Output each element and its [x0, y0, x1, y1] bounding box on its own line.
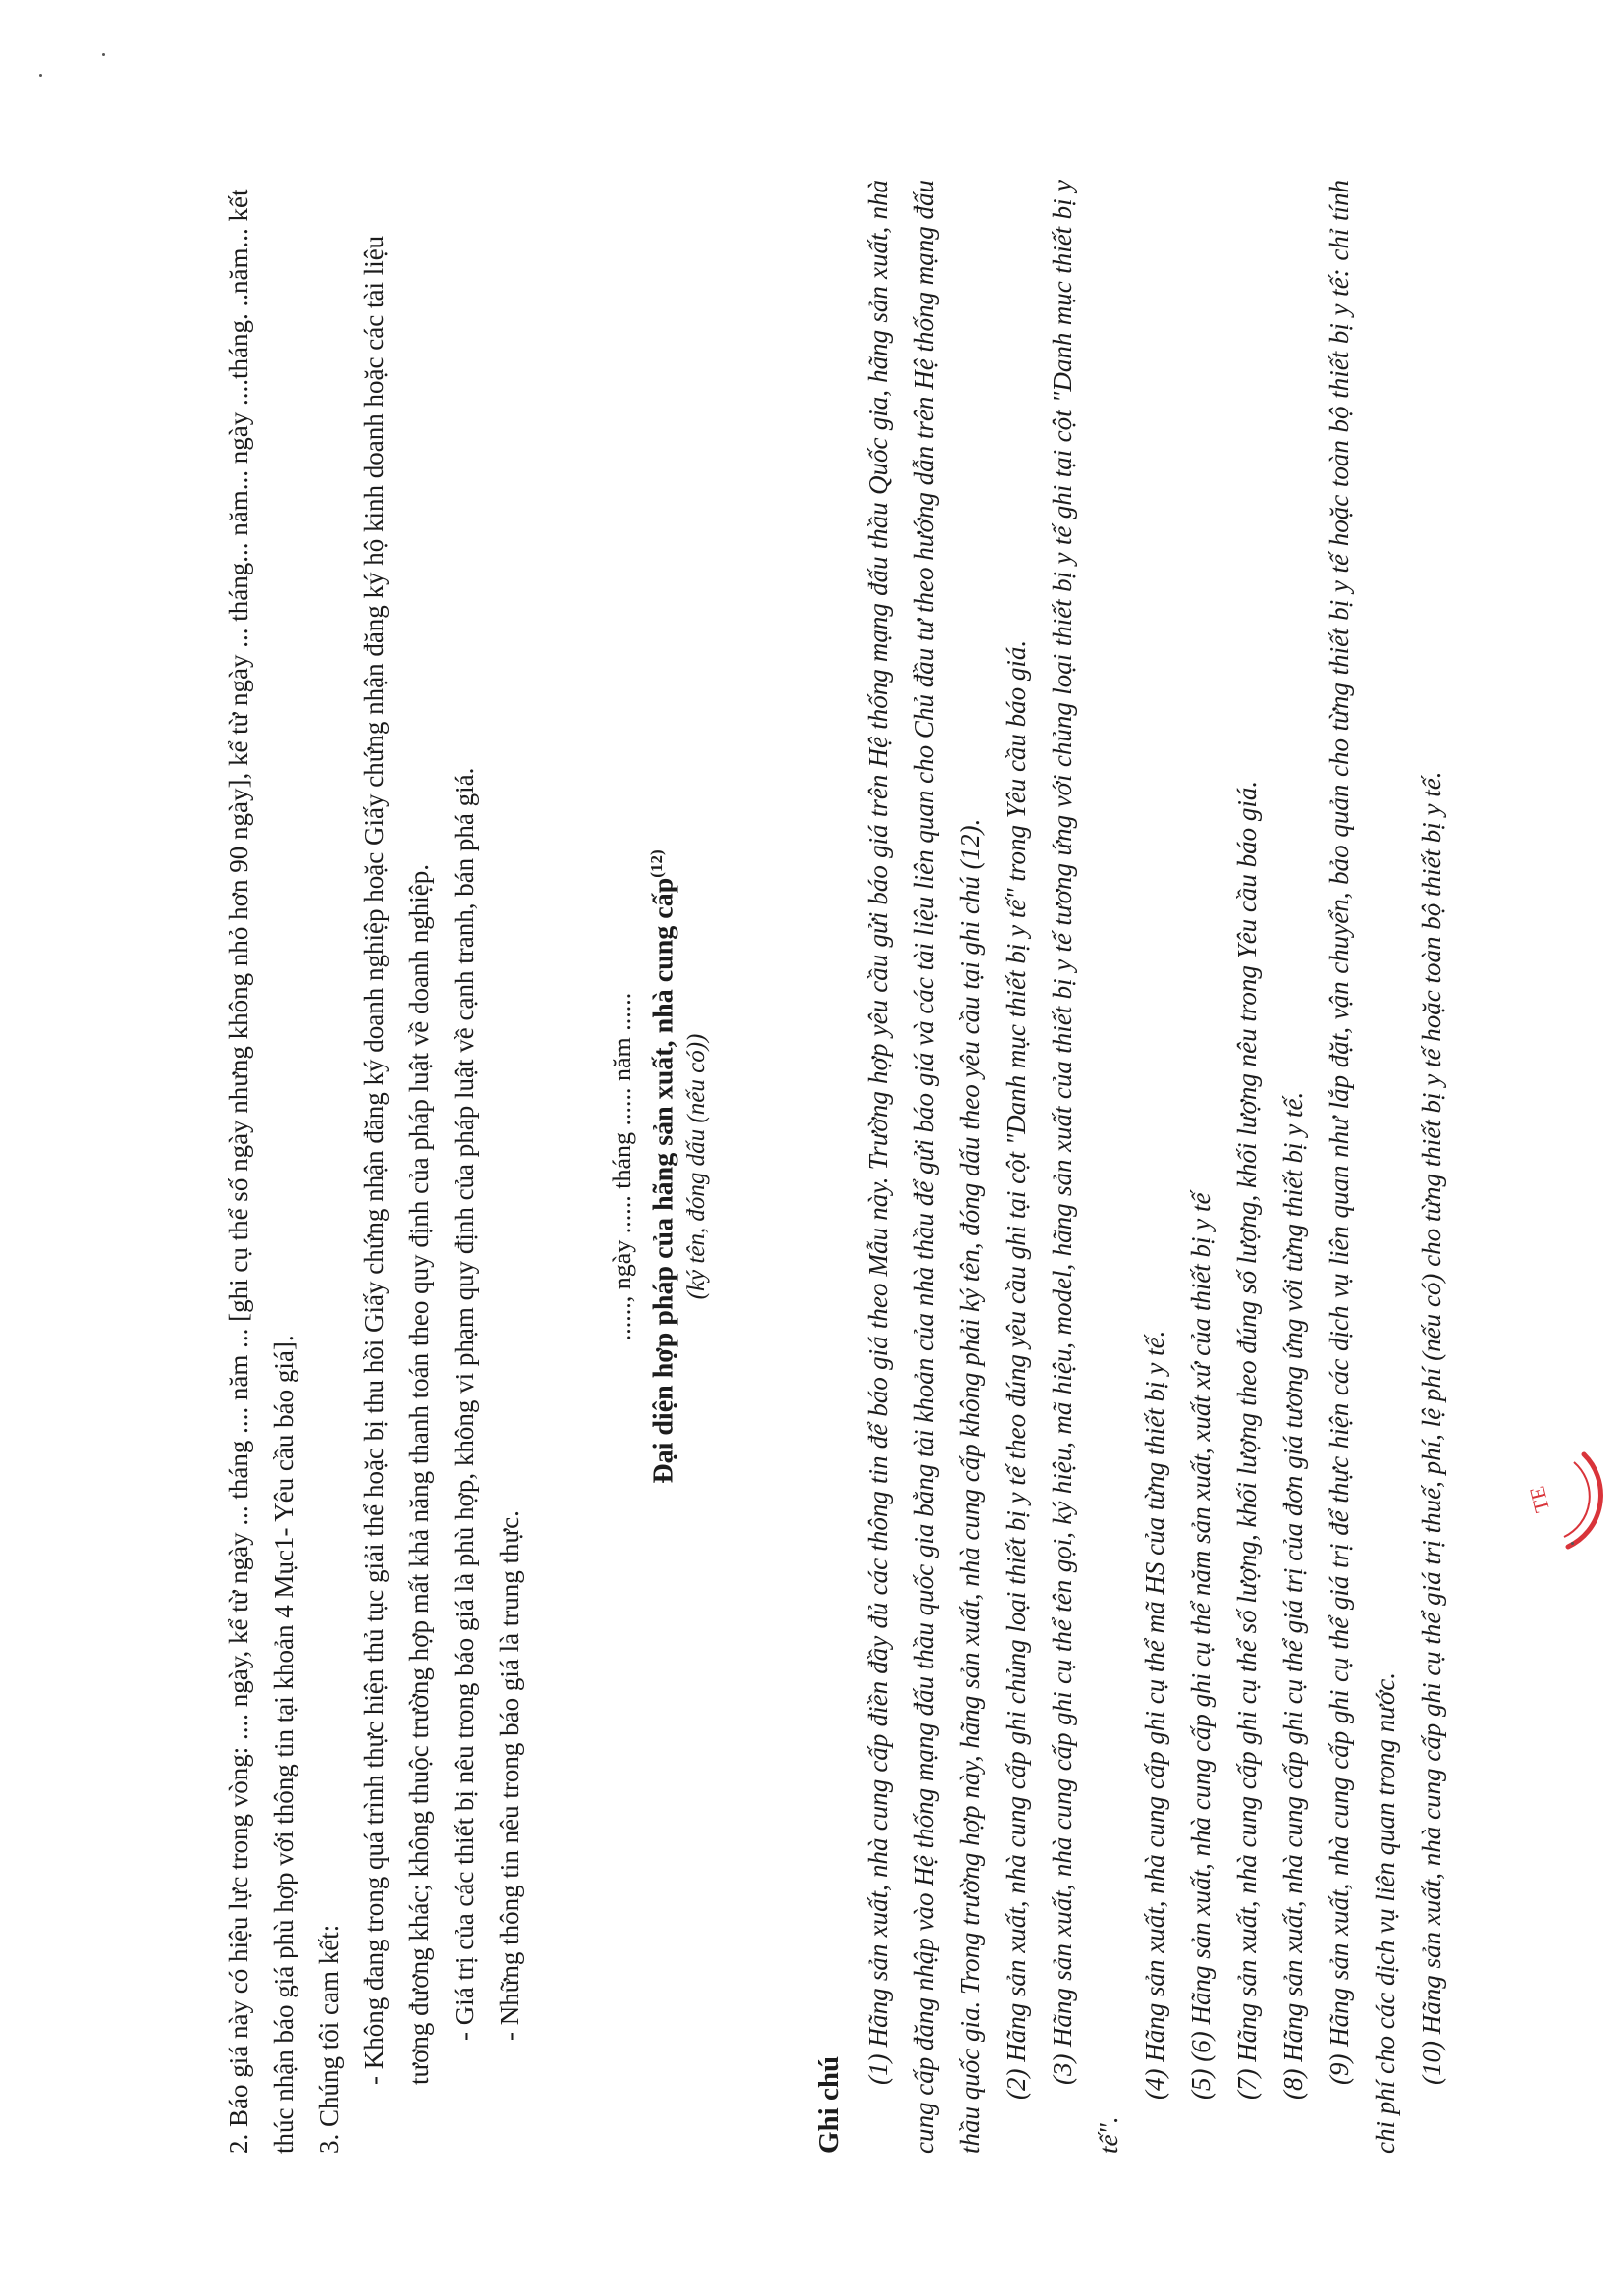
notes-heading: Ghi chú	[813, 2055, 845, 2154]
red-stamp-seal	[1478, 1427, 1615, 1564]
signature-title	[639, 180, 681, 2154]
scan-speck	[1571, 1542, 1574, 1545]
page-content	[216, 180, 1455, 2154]
signature-date-line: ......, ngày ...... tháng ...... năm ......	[608, 992, 636, 1341]
signature-block	[606, 180, 713, 2154]
note-10: (10) Hãng sản xuất, nhà cung cấp ghi cụ thể giá trị thuế, phí, lệ phí (nếu có) cho từng thiết bị y tế hoặc toàn bộ thiết bị y tế.	[1417, 771, 1447, 2085]
note-1: (1) Hãng sản xuất, nhà cung cấp điền đầy đủ các thông tin để báo giá theo Mẫu này. Trường hợp yêu cầu gửi báo giá trên Hệ thống mạng đấu thầu Quốc gia, hãng sản xuất, nhà cung cấp đăng nhập vào Hệ thống mạng đấu thầu quốc gia bằng tài khoản của nhà thầu để gửi báo giá và các tài liệu liên quan cho Chủ đầu tư theo hướng dẫn trên Hệ thống mạng đấu thầu quốc gia. Trong trường hợp này, hãng sản xuất, nhà cung cấp không phải ký tên, đóng dấu theo yêu cầu tại ghi chú (12).	[863, 180, 986, 2154]
note-9: (9) Hãng sản xuất, nhà cung cấp ghi cụ thể giá trị để thực hiện các dịch vụ liên quan như lắp đặt, vận chuyển, bảo quản cho từng thiết bị y tế hoặc toàn bộ thiết bị y tế: chỉ tính chi phí cho các dịch vụ liên quan trong nước.	[1325, 180, 1401, 2154]
note-4: (4) Hãng sản xuất, nhà cung cấp ghi cụ thể mã HS của từng thiết bị y tế.	[1140, 1330, 1170, 2100]
signature-note: (ký tên, đóng dấu (nếu có))	[683, 1033, 711, 1300]
note-3: (3) Hãng sản xuất, nhà cung cấp ghi cụ thể tên gọi, ký hiệu, mã hiệu, model, hãng sản xuất của thiết bị y tế tương ứng với chủng loại thiết bị y tế ghi tại cột "Danh mục thiết bị y tế".	[1048, 180, 1124, 2154]
note-8: (8) Hãng sản xuất, nhà cung cấp ghi cụ thể giá trị của đơn giá tương ứng với từng thiết bị y tế.	[1278, 1091, 1309, 2100]
signature-title-note-ref: (12)	[647, 849, 666, 878]
commitment-heading: 3. Chúng tôi cam kết:	[314, 1924, 344, 2154]
commitment-item-2: - Giá trị của các thiết bị nêu trong báo giá là phù hợp, không vi phạm quy định của pháp luật về cạnh tranh, bán phá giá.	[450, 767, 479, 2041]
scan-speck	[102, 53, 105, 56]
svg-text:TE: TE	[1524, 1483, 1555, 1515]
commitment-item-1: - Không đang trong quá trình thực hiện thủ tục giải thể hoặc bị thu hồi Giấy chứng nhận đăng ký doanh nghiệp hoặc Giấy chứng nhận đăng ký hộ kinh doanh hoặc các tài liệu tương đương khác; không thuộc trường hợp mất khả năng thanh toán theo quy định của pháp luật về doanh nghiệp.	[359, 235, 434, 2085]
scan-speck	[39, 74, 42, 77]
note-7: (7) Hãng sản xuất, nhà cung cấp ghi cụ thể số lượng, khối lượng theo đúng số lượng, khối lượng nêu trong Yêu cầu báo giá.	[1232, 780, 1263, 2100]
commitment-item-3: - Những thông tin nêu trong báo giá là trung thực.	[495, 1510, 524, 2041]
note-5-6: (5) (6) Hãng sản xuất, nhà cung cấp ghi cụ thể năm sản xuất, xuất xứ của thiết bị y tế	[1186, 1192, 1217, 2100]
note-2: (2) Hãng sản xuất, nhà cung cấp ghi chủng loại thiết bị y tế theo đúng yêu cầu ghi tại cột "Danh mục thiết bị y tế" trong Yêu cầu báo giá.	[1001, 639, 1032, 2100]
signature-title-text: Đại diện hợp pháp của hãng sản xuất, nhà cung cấp	[648, 877, 679, 1484]
notes-section	[806, 180, 1455, 2154]
validity-paragraph: 2. Báo giá này có hiệu lực trong vòng: .... ngày, kể từ ngày ... tháng .... năm ... [ghi cụ thể số ngày nhưng không nhỏ hơn 90 ngày], kể từ ngày ... tháng... năm... ngày ....tháng. ..năm... kết thúc nhận báo giá phù hợp với thông tin tại khoản 4 Mục1- Yêu cầu báo giá].	[224, 189, 298, 2154]
